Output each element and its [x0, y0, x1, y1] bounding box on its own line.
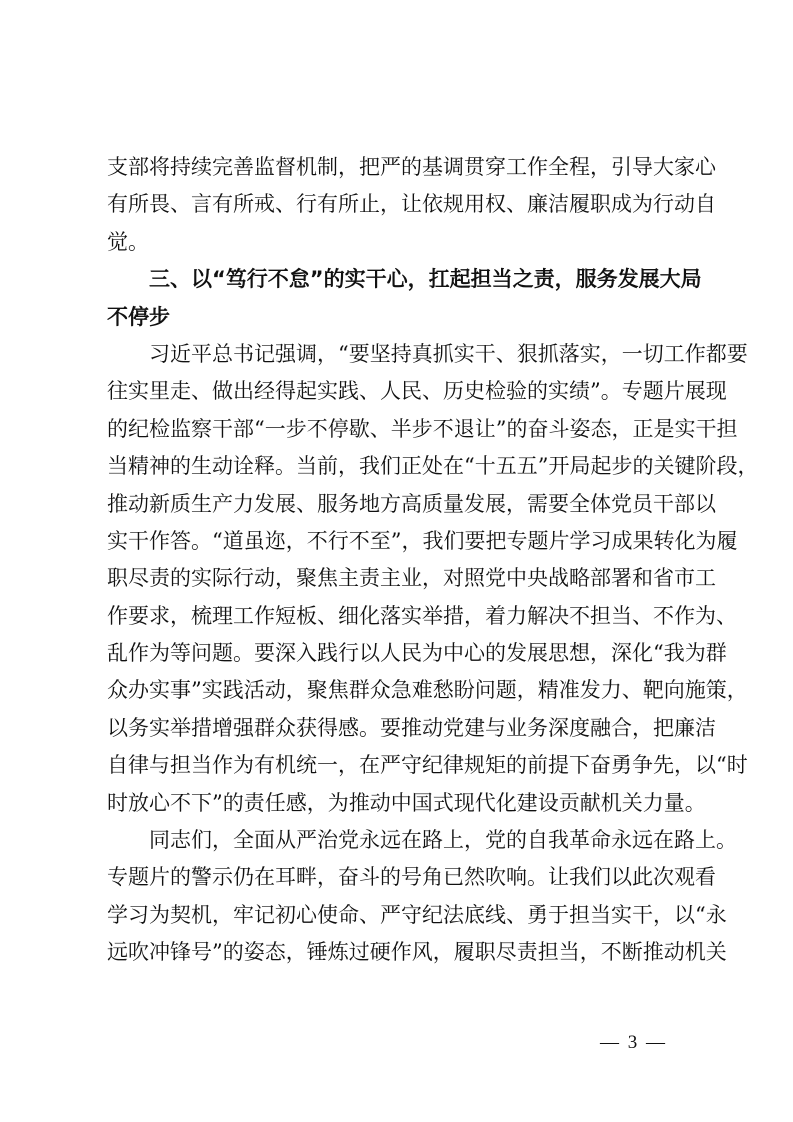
text-line: 学习为契机，牢记初心使命、严守纪法底线、勇于担当实干，以“永 [107, 902, 727, 927]
text-line: 的纪检监察干部“一步不停歇、半步不退让”的奋斗姿态，正是实干担 [107, 416, 738, 441]
heading-line: 三、以“笃行不怠”的实干心，扛起担当之责，服务发展大局 [149, 267, 702, 292]
text-line: 自律与担当作为有机统一，在严守纪律规矩的前提下奋勇争先，以“时 [107, 753, 748, 778]
text-line: 实干作答。“道虽迩，不行不至”，我们要把专题片学习成果转化为履 [107, 528, 738, 553]
text-line: 职尽责的实际行动，聚焦主责主业，对照党中央战略部署和省市工 [107, 566, 716, 591]
section-heading [107, 261, 702, 336]
text-line: 作要求，梳理工作短板、细化落实举措，着力解决不担当、不作为、 [107, 603, 737, 628]
text-line: 众办实事”实践活动，聚焦群众急难愁盼问题，精准发力、靶向施策， [107, 678, 748, 703]
text-line: 当精神的生动诠释。当前，我们正处在“十五五”开局起步的关键阶段， [107, 454, 759, 479]
page-number: — 3 — [600, 1032, 667, 1053]
text-line: 往实里走、做出经得起实践、人民、历史检验的实绩”。专题片展现 [107, 379, 727, 404]
text-line: 专题片的警示仍在耳畔，奋斗的号角已然吹响。让我们以此次观看 [107, 865, 716, 890]
text-line: 觉。 [107, 229, 149, 254]
text-line: 推动新质生产力发展、服务地方高质量发展，需要全体党员干部以 [107, 491, 716, 516]
text-line: 同志们，全面从严治党永远在路上，党的自我革命永远在路上。 [149, 828, 737, 853]
paragraph-2 [107, 336, 759, 822]
text-line: 习近平总书记强调，“要坚持真抓实干、狠抓落实，一切工作都要 [149, 341, 748, 366]
text-line: 支部将持续完善监督机制，把严的基调贯穿工作全程，引导大家心 [107, 155, 716, 179]
document-body [107, 149, 759, 972]
text-line: 乱作为等问题。要深入践行以人民为中心的发展思想，深化“我为群 [107, 641, 727, 666]
text-line: 有所畏、言有所戒、行有所止，让依规用权、廉洁履职成为行动自 [107, 192, 716, 217]
text-line: 时放心不下”的责任感，为推动中国式现代化建设贡献机关力量。 [107, 790, 706, 815]
heading-line: 不停步 [107, 304, 170, 329]
text-line: 以务实举措增强群众获得感。要推动党建与业务深度融合，把廉洁 [107, 715, 716, 740]
text-line: 远吹冲锋号”的姿态，锤炼过硬作风，履职尽责担当，不断推动机关 [107, 940, 727, 965]
paragraph-3 [107, 822, 737, 972]
paragraph-1 [107, 149, 716, 261]
